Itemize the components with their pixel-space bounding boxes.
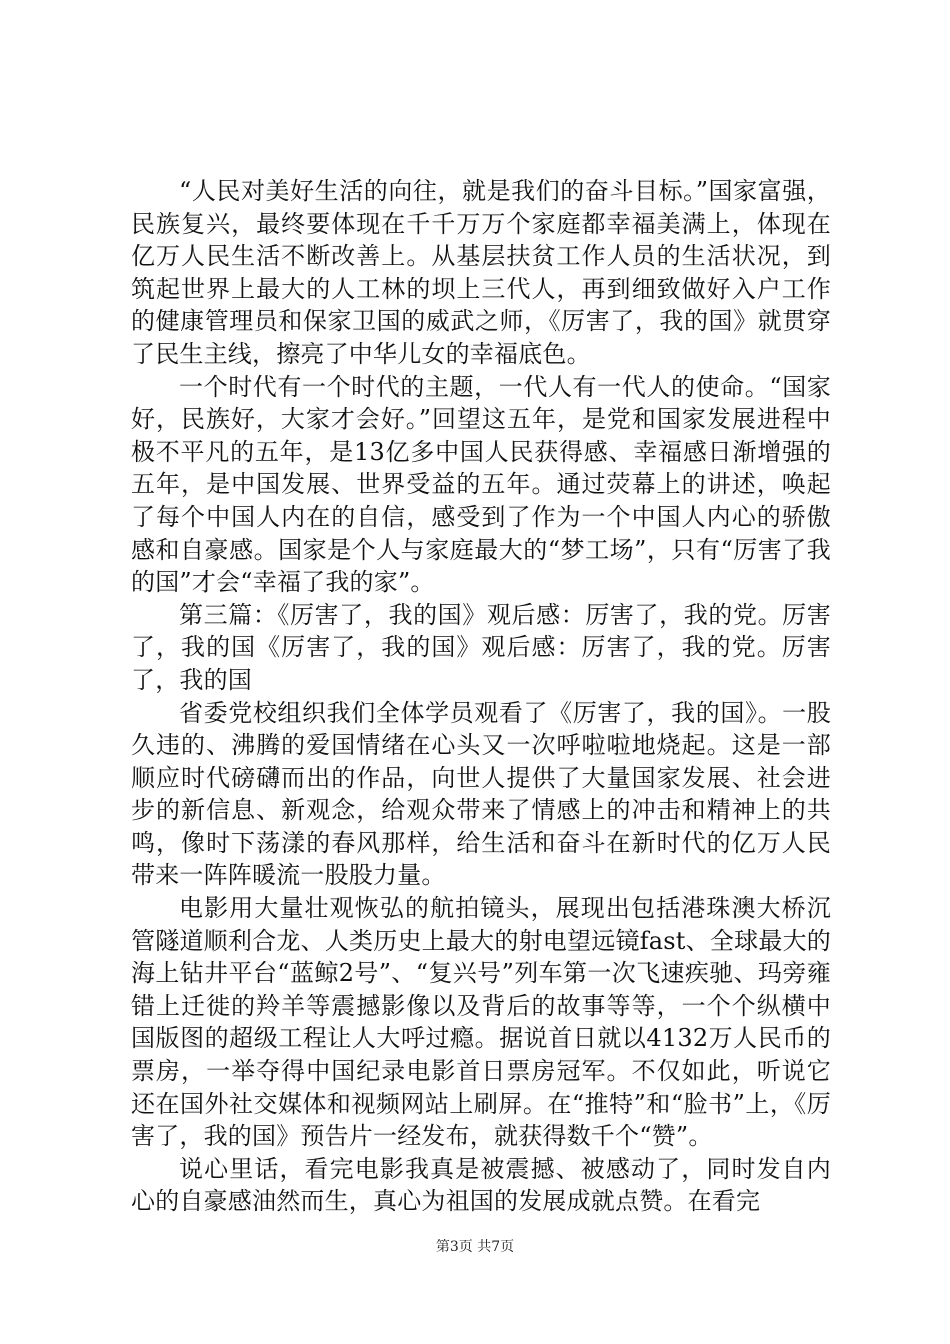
paragraph: 第三篇：《厉害了，我的国》观后感：厉害了，我的党。厉害了，我的国《厉害了，我的国》观后感：厉害了，我的党。厉害了，我的国 xyxy=(131,600,831,694)
paragraph: 一个时代有一个时代的主题，一代人有一代人的使命。“国家好，民族好，大家才会好。”回望这五年，是党和国家发展进程中极不平凡的五年，是13亿多中国人民获得感、幸福感日渐增强的五年，是中国发展、世界受益的五年。通过荧幕上的讲述，唤起了每个中国人内在的自信，感受到了作为一个中国人内心的骄傲感和自豪感。国家是个人与家庭最大的“梦工场”，只有“厉害了我的国”才会“幸福了我的家”。 xyxy=(131,372,831,597)
page-footer: 第3页 共7页 xyxy=(435,1239,515,1255)
paragraph: 说心里话，看完电影我真是被震撼、被感动了，同时发自内心的自豪感油然而生，真心为祖国的发展成就点赞。在看完 xyxy=(131,1154,831,1216)
document-body xyxy=(131,175,831,1218)
paragraph: “人民对美好生活的向往，就是我们的奋斗目标。”国家富强，民族复兴，最终要体现在千千万万个家庭都幸福美满上，体现在亿万人民生活不断改善上。从基层扶贫工作人员的生活状况，到筑起世界上最大的人工林的坝上三代人，再到细致做好入户工作的健康管理员和保家卫国的威武之师，《厉害了，我的国》就贯穿了民生主线，擦亮了中华儿女的幸福底色。 xyxy=(131,177,831,368)
paragraph: 省委党校组织我们全体学员观看了《厉害了，我的国》。一股久违的、沸腾的爱国情绪在心头又一次呼啦啦地烧起。这是一部顺应时代磅礴而出的作品，向世人提供了大量国家发展、社会进步的新信息、新观念，给观众带来了情感上的冲击和精神上的共鸣，像时下荡漾的春风那样，给生活和奋斗在新时代的亿万人民带来一阵阵暖流一股股力量。 xyxy=(131,698,831,890)
paragraph: 电影用大量壮观恢弘的航拍镜头，展现出包括港珠澳大桥沉管隧道顺利合龙、人类历史上最大的射电望远镜fast、全球最大的海上钻井平台“蓝鲸2号”、“复兴号”列车第一次飞速疾驰、玛旁雍错上迁徙的羚羊等震撼影像以及背后的故事等等，一个个纵横中国版图的超级工程让人大呼过瘾。据说首日就以4132万人民币的票房，一举夺得中国纪录电影首日票房冠军。不仅如此，听说它还在国外社交媒体和视频网站上刷屏。在“推特”和“脸书”上，《厉害了，我的国》预告片一经发布，就获得数千个“赞”。 xyxy=(131,894,831,1151)
